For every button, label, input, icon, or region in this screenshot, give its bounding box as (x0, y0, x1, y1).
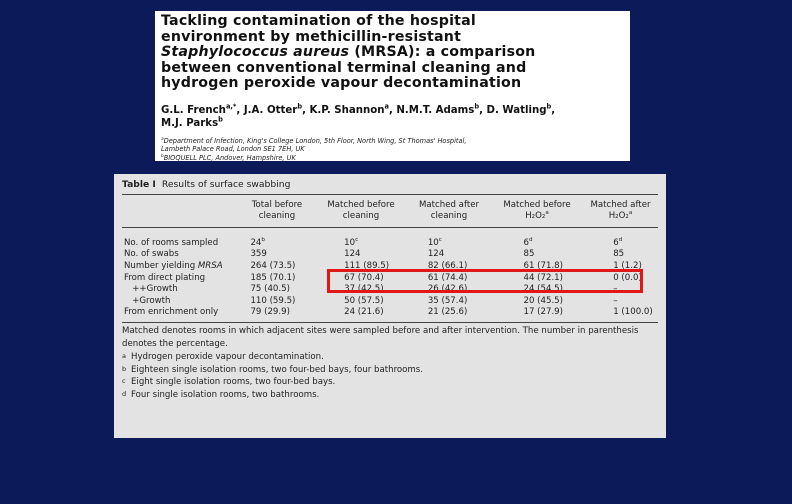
title-fragment: (MRSA): a comparison (349, 44, 536, 61)
table-cell: 10$^c$ (344, 236, 359, 248)
affiliation: $^b$BIOQUELL PLC, Andover, Hampshire, UK (161, 153, 296, 162)
table-cell: 185 (70.1) (250, 272, 296, 283)
paper-header (155, 11, 630, 161)
table-title: Results of surface swabbing (161, 179, 291, 190)
table-note: Matched denotes rooms in which adjacent sites were sampled before and after intervention. The number in parenthesis denotes the percentage. (122, 326, 639, 349)
table-cell: 37 (42.5) (344, 284, 384, 295)
title-line: Tackling contamination of the hospital (161, 13, 476, 29)
table-footnotes (122, 325, 658, 402)
table-cell: 20 (45.5) (523, 295, 564, 306)
table-cell: 21 (25.6) (427, 307, 468, 318)
row-label: ++Growth (124, 284, 178, 295)
table-cell: 67 (70.4) (344, 272, 384, 283)
table-cell: 24$^b$ (250, 236, 265, 248)
table-header-row (122, 195, 658, 227)
row-label: No. of rooms sampled (124, 237, 219, 248)
title-line: between conventional terminal cleaning and (161, 59, 527, 76)
footnote: b Eighteen single isolation rooms, two four-bed bays, four bathrooms. (122, 364, 424, 375)
table-row (122, 295, 658, 307)
paper-title (161, 14, 624, 92)
author: J.A. Otter$^b$ (243, 102, 303, 116)
row-label: From direct plating (124, 272, 206, 283)
table-cell: 85 (523, 249, 535, 260)
table-cell: 124 (427, 249, 445, 260)
table-cell: – (613, 295, 618, 306)
footnote: a Hydrogen peroxide vapour decontamination. (122, 351, 324, 362)
author-list: G.L. French$^{a,*}$, J.A. Otter$^b$, K.P. Shannon$^a$, N.M.T. Adams$^b$, D. Watling$^b$, M.J. Parks$^b$ (161, 102, 556, 129)
author: G.L. French$^{a,*}$ (161, 102, 237, 116)
column-header: Matched after H₂O₂$^a$ (590, 200, 651, 221)
author: N.M.T. Adams$^b$ (396, 102, 480, 116)
results-table (114, 174, 666, 438)
table-cell: 1 (100.0) (613, 307, 653, 318)
table-row (122, 237, 658, 249)
author: M.J. Parks$^b$ (161, 115, 223, 129)
table-cell: 26 (42.6) (427, 284, 468, 295)
table-cell: 61 (74.4) (427, 272, 468, 283)
row-label: No. of swabs (124, 249, 179, 260)
footnote: c Eight single isolation rooms, two four-bed bays. (122, 377, 336, 388)
table-cell: 44 (72.1) (523, 272, 564, 283)
table-cell: 85 (613, 249, 625, 260)
table-cell: 264 (73.5) (250, 260, 296, 271)
table-row (122, 272, 658, 284)
title-line: hydrogen peroxide vapour decontamination (161, 75, 522, 92)
affiliation: Lambeth Palace Road, London SE1 7EH, UK (161, 145, 305, 154)
column-header: Matched after cleaning (418, 200, 480, 221)
row-label: From enrichment only (124, 307, 219, 318)
row-label: +Growth (124, 295, 171, 306)
table-cell: 6$^d$ (523, 236, 533, 248)
table-cell: 1 (1.2) (613, 260, 642, 271)
table-cell: 6$^d$ (613, 236, 623, 248)
table-body (122, 228, 658, 318)
column-header: Matched before H₂O₂$^a$ (503, 200, 571, 221)
table-cell: 359 (250, 249, 267, 260)
table-cell: 79 (29.9) (250, 307, 290, 318)
table-cell: 124 (344, 249, 361, 260)
author: D. Watling$^b$ (486, 102, 552, 116)
table-rule (122, 322, 658, 323)
table-row (122, 249, 658, 261)
table-cell: – (613, 284, 618, 295)
table-cell: 24 (21.6) (344, 307, 384, 318)
table-cell: 10$^c$ (427, 236, 442, 248)
footnote: d Four single isolation rooms, two bathrooms. (122, 390, 320, 401)
table-cell: 17 (27.9) (523, 307, 564, 318)
table-row (122, 283, 658, 295)
table-cell: 50 (57.5) (344, 295, 384, 306)
table-cell: 110 (59.5) (250, 295, 296, 306)
table-cell: 24 (54.5) (523, 284, 564, 295)
row-label: Number yielding MRSA (124, 260, 223, 271)
table-cell: 75 (40.5) (250, 284, 290, 295)
table-row (122, 260, 658, 272)
table-cell: 111 (89.5) (344, 260, 390, 271)
title-line: environment by methicillin-resistant (161, 28, 462, 45)
table-row (122, 307, 658, 319)
column-header: Total before cleaning (251, 200, 303, 221)
title-line (161, 45, 624, 61)
table-label: Table I (122, 179, 156, 190)
table-caption (122, 179, 658, 190)
affiliation: $^a$Department of Infection, King's College London, 5th Floor, North Wing, St Thomas' Hospital, (161, 136, 467, 145)
table-cell: 61 (71.8) (523, 260, 564, 271)
table-cell: 35 (57.4) (427, 295, 468, 306)
author: K.P. Shannon$^a$ (309, 102, 389, 116)
column-header: Matched before cleaning (327, 200, 395, 221)
table-cell: 0 (0.0) (613, 272, 642, 283)
title-species: Staphylococcus aureus (161, 44, 350, 61)
table-cell: 82 (66.1) (427, 260, 468, 271)
affiliations (161, 137, 624, 162)
